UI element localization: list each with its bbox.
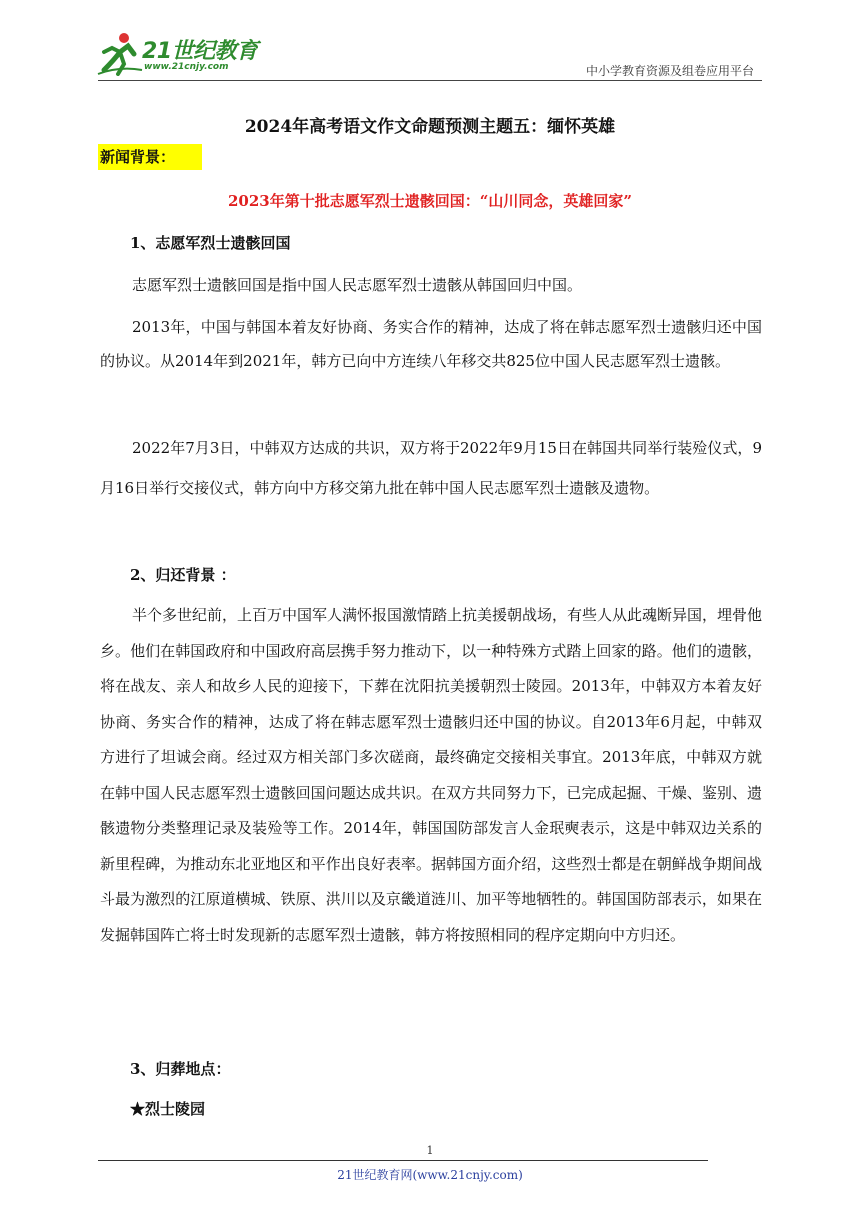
footer-link[interactable]: 21世纪教育网(www.21cnjy.com) [337, 1168, 523, 1182]
logo-title: 21世纪教育 [142, 39, 258, 64]
header-divider [98, 80, 762, 81]
section-1-paragraph-3: 2022年7月3日，中韩双方达成的共识，双方将于2022年9月15日在韩国共同举行装殓仪式，9月16日举行交接仪式，韩方向中方移交第九批在韩中国人民志愿军烈士遗骸及遗物。 [100, 439, 762, 497]
site-logo[interactable] [94, 30, 264, 80]
platform-name: 中小学教育资源及组卷应用平台 [585, 64, 754, 78]
news-subtitle: 2023年第十批志愿军烈士遗骸回国：“山川同念，英雄回家” [227, 192, 632, 210]
section-1-paragraph-1: 志愿军烈士遗骸回国是指中国人民志愿军烈士遗骸从韩国回归中国。 [132, 276, 583, 294]
document-title: 2024年高考语文作文命题预测主题五：缅怀英雄 [244, 117, 616, 137]
page-header [0, 0, 860, 90]
section-3-heading: 3、归葬地点： [130, 1060, 231, 1078]
page-number: 1 [426, 1144, 434, 1157]
section-1-heading: 1、志愿军烈士遗骸回国 [130, 234, 291, 252]
running-figure-icon [94, 30, 144, 76]
section-2-paragraph-1: 半个多世纪前，上百万中国军人满怀报国激情踏上抗美援朝战场，有些人从此魂断异国，埋骨他乡。他们在韩国政府和中国政府高层携手努力推动下，以一种特殊方式踏上回家的路。他们的遗骸，将在战友、亲人和故乡人民的迎接下，下葬在沈阳抗美援朝烈士陵园。2013年，中韩双方本着友好协商、务实合作的精神，达成了将在韩志愿军烈士遗骸归还中国的协议。自2013年6月起，中韩双方进行了坦诚会商。经过双方相关部门多次磋商，最终确定交接相关事宜。2013年底，中韩双方就在韩中国人民志愿军烈士遗骸回国问题达成共识。在双方共同努力下，已完成起掘、干燥、鉴别、遗骸遗物分类整理记录及装殓等工作。2014年，韩国国防部发言人金珉奭表示，这是中韩双边关系的新里程碑，为推动东北亚地区和平作出良好表率。据韩国方面介绍，这些烈士都是在朝鲜战争期间战斗最为激烈的江原道横城、铁原、洪川以及京畿道涟川、加平等地牺牲的。韩国国防部表示，如果在发掘韩国阵亡将士时发现新的志愿军烈士遗骸，韩方将按照相同的程序定期向中方归还。 [100, 606, 763, 944]
section-3-item-1: ★烈士陵园 [130, 1100, 206, 1118]
section-2-heading: 2、归还背景 ： [130, 566, 236, 584]
footer-divider [98, 1160, 708, 1161]
news-background-label: 新闻背景： [98, 144, 202, 170]
section-1-paragraph-2: 2013年，中国与韩国本着友好协商、务实合作的精神，达成了将在韩志愿军烈士遗骸归还中国的协议。从2014年到2021年，韩方已向中方连续八年移交共825位中国人民志愿军烈士遗骸。 [100, 318, 762, 370]
logo-url: www.21cnjy.com [144, 62, 229, 72]
